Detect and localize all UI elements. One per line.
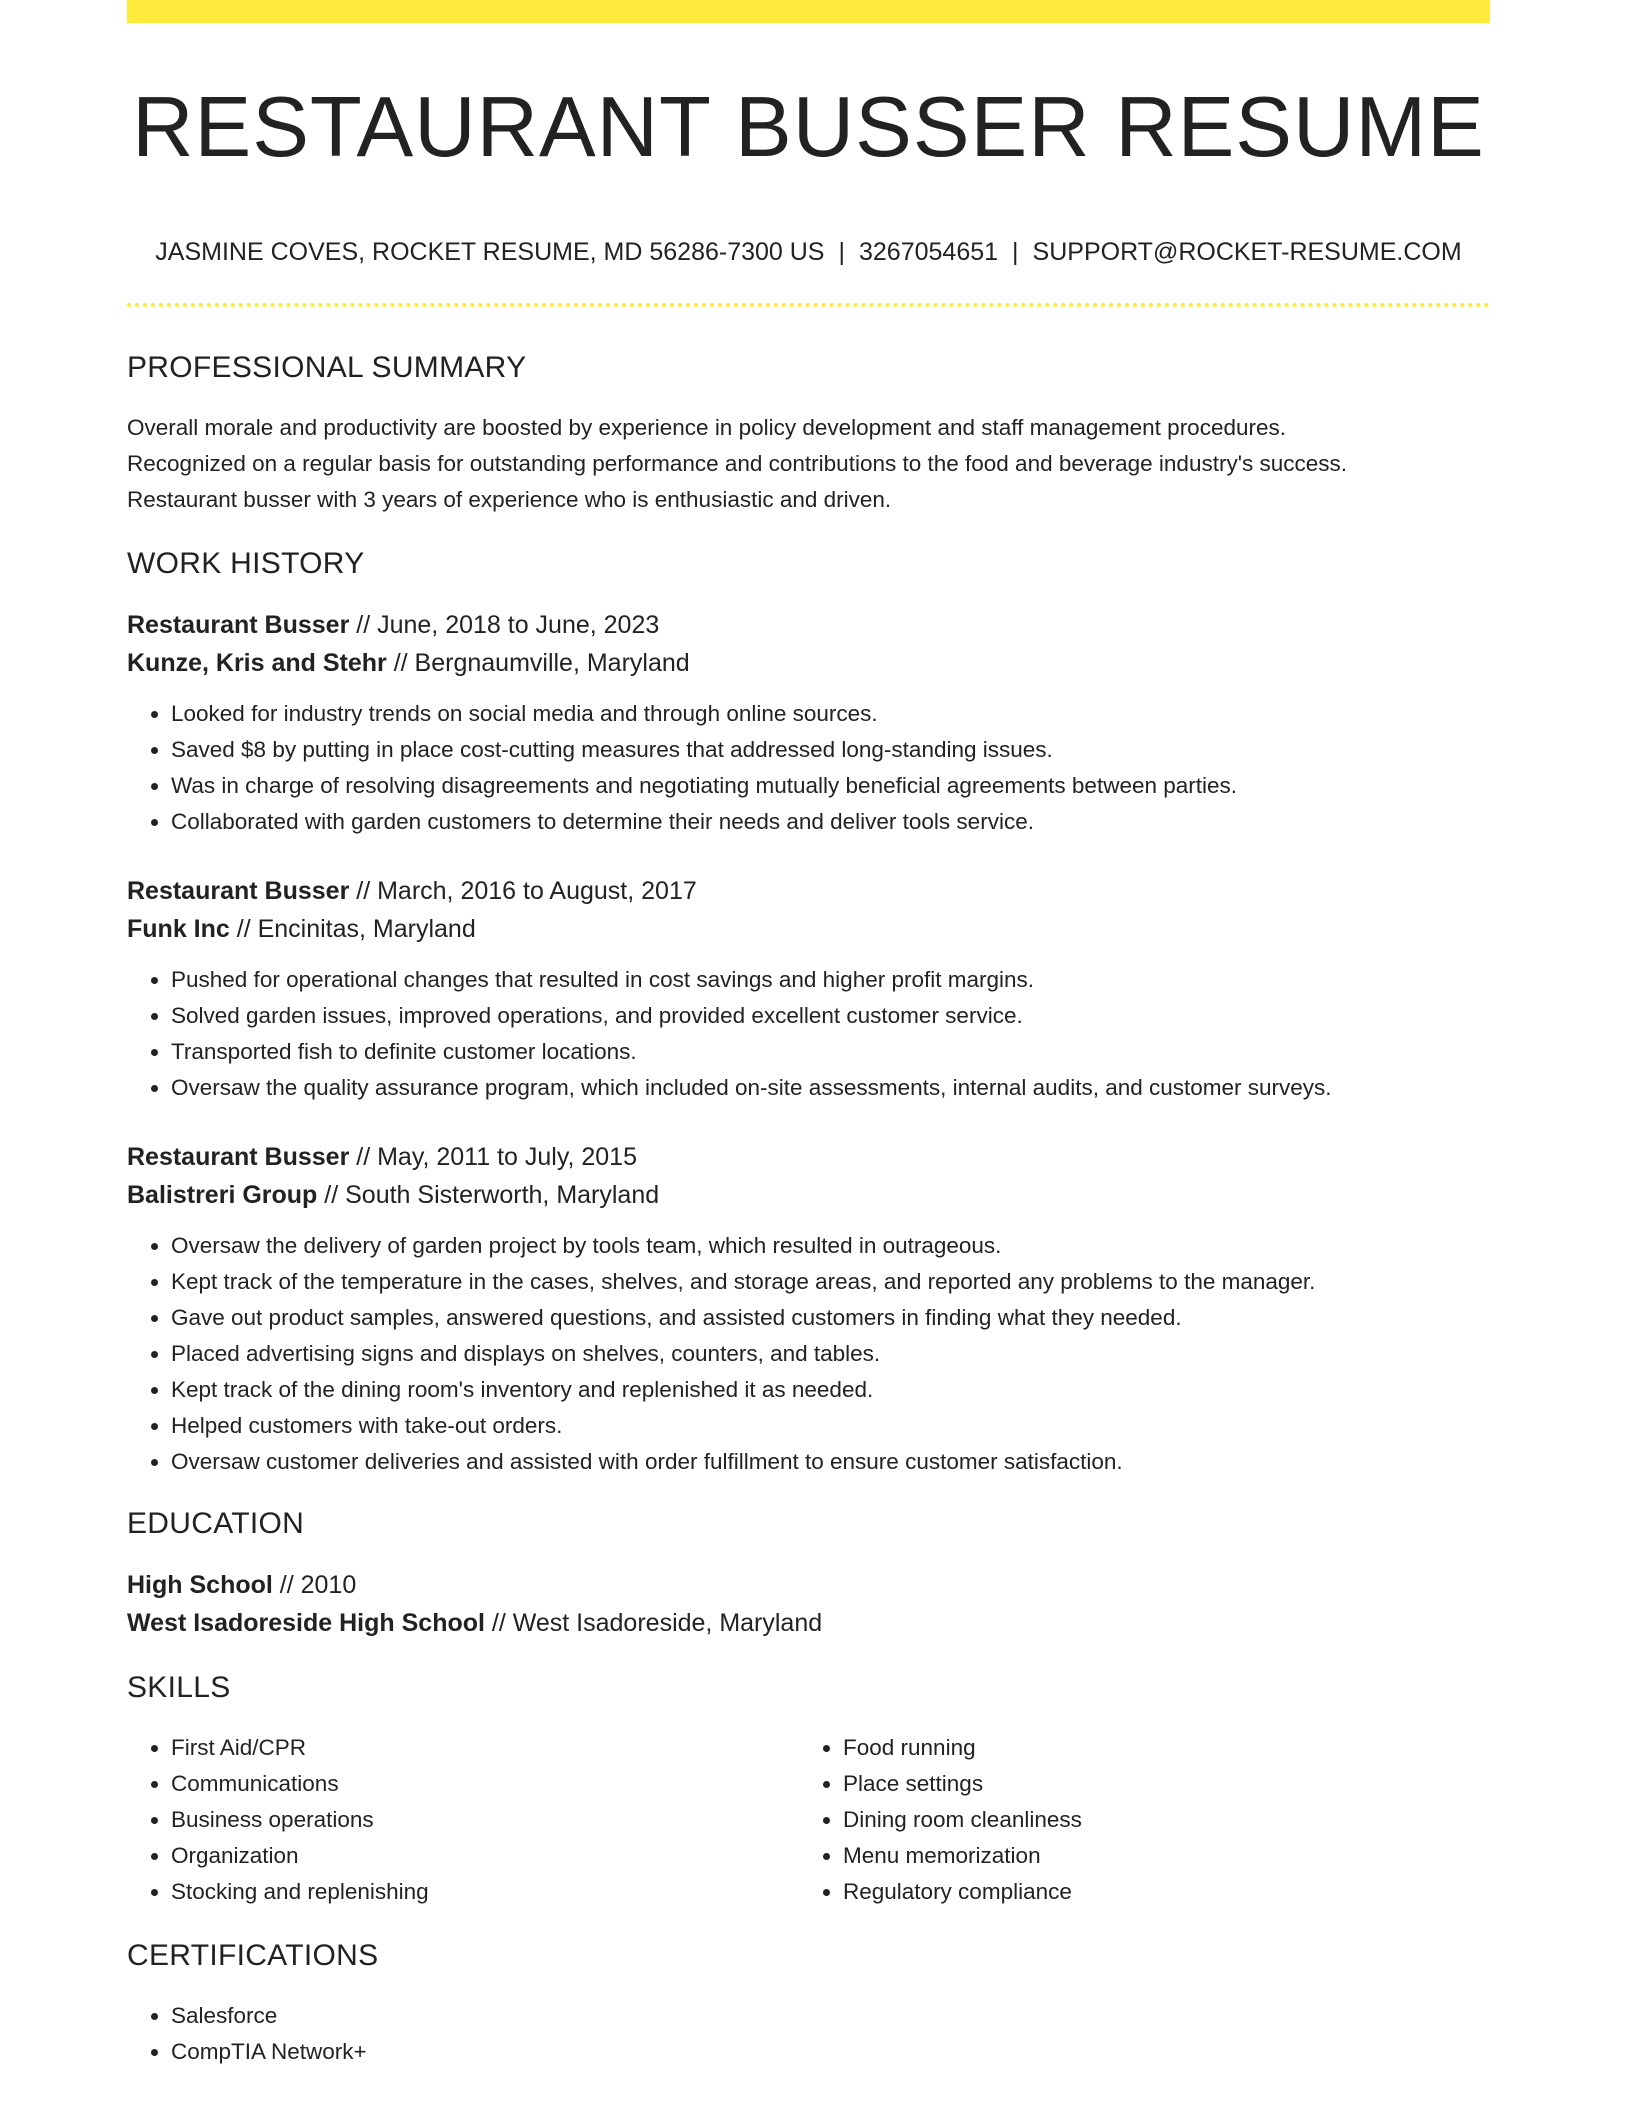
list-item: • Looked for industry trends on social media and through online sources.	[171, 696, 1490, 732]
contact-address: JASMINE COVES, ROCKET RESUME, MD 56286-7300 US	[155, 238, 825, 266]
job-entry	[127, 1138, 1490, 1480]
summary-line: Overall morale and productivity are boosted by experience in policy development and staff management procedures.	[127, 415, 1286, 440]
top-accent-bar	[127, 0, 1490, 23]
job-title-line	[127, 1138, 1490, 1176]
list-item: • Pushed for operational changes that resulted in cost savings and higher profit margins.	[171, 962, 1490, 998]
job-title: Restaurant Busser	[127, 877, 350, 905]
list-item: • Transported fish to definite customer locations.	[171, 1034, 1490, 1070]
list-item: • Gave out product samples, answered questions, and assisted customers in finding what they needed.	[171, 1300, 1490, 1336]
education-school-line	[127, 1604, 1490, 1642]
job-company: Kunze, Kris and Stehr	[127, 649, 387, 677]
list-item: • Saved $8 by putting in place cost-cutting measures that addressed long-standing issues.	[171, 732, 1490, 768]
skills-grid	[127, 1730, 1490, 1910]
job-company-line	[127, 910, 1490, 948]
job-dates: // March, 2016 to August, 2017	[349, 877, 697, 905]
job-entry	[127, 872, 1490, 1106]
job-entry	[127, 606, 1490, 840]
list-item: • Helped customers with take-out orders.	[171, 1408, 1490, 1444]
list-item: • CompTIA Network+	[171, 2034, 1490, 2070]
certifications-section	[127, 1936, 1490, 2070]
contact-email[interactable]: SUPPORT@ROCKET-RESUME.COM	[1032, 238, 1462, 266]
work-history-section	[127, 544, 1490, 1480]
job-location: // Encinitas, Maryland	[229, 915, 476, 943]
education-degree: High School	[127, 1571, 273, 1599]
contact-line	[127, 234, 1490, 270]
job-company: Funk Inc	[127, 915, 230, 943]
list-item: • Business operations	[171, 1802, 799, 1838]
list-item: • Collaborated with garden customers to determine their needs and deliver tools service.	[171, 804, 1490, 840]
education-degree-line	[127, 1566, 1490, 1604]
resume-title: RESTAURANT BUSSER RESUME	[132, 80, 1485, 175]
list-item: • Was in charge of resolving disagreements and negotiating mutually beneficial agreements between parties.	[171, 768, 1490, 804]
contact-phone: 3267054651	[859, 238, 999, 266]
resume-body	[127, 348, 1490, 2070]
certifications-list	[127, 1998, 1490, 2070]
job-location: // South Sisterworth, Maryland	[317, 1181, 660, 1209]
list-item: • Food running	[843, 1730, 1471, 1766]
list-item: • Organization	[171, 1838, 799, 1874]
list-item: • Kept track of the dining room's inventory and replenished it as needed.	[171, 1372, 1490, 1408]
job-location: // Bergnaumville, Maryland	[386, 649, 690, 677]
education-location: // West Isadoreside, Maryland	[484, 1609, 823, 1637]
list-item: • Communications	[171, 1766, 799, 1802]
summary-text	[127, 410, 1490, 518]
skills-column-left	[127, 1730, 799, 1910]
list-item: • Menu memorization	[843, 1838, 1471, 1874]
job-dates: // May, 2011 to July, 2015	[349, 1143, 637, 1171]
education-section	[127, 1504, 1490, 1642]
summary-section	[127, 348, 1490, 518]
section-heading-certifications: CERTIFICATIONS	[127, 1939, 379, 1972]
skills-column-right	[799, 1730, 1471, 1910]
list-item: • First Aid/CPR	[171, 1730, 799, 1766]
contact-separator: |	[838, 238, 845, 266]
list-item: • Oversaw the quality assurance program, which included on-site assessments, internal audits, and customer surveys.	[171, 1070, 1490, 1106]
summary-line: Recognized on a regular basis for outstanding performance and contributions to the food and beverage industry's success.	[127, 451, 1348, 476]
job-title: Restaurant Busser	[127, 611, 350, 639]
education-school: West Isadoreside High School	[127, 1609, 485, 1637]
skills-section	[127, 1668, 1490, 1910]
job-bullets	[127, 696, 1490, 840]
section-heading-work-history: WORK HISTORY	[127, 547, 365, 580]
job-title-line	[127, 872, 1490, 910]
list-item: • Stocking and replenishing	[171, 1874, 799, 1910]
job-title: Restaurant Busser	[127, 1143, 350, 1171]
job-title-line	[127, 606, 1490, 644]
list-item: • Regulatory compliance	[843, 1874, 1471, 1910]
header-divider	[127, 303, 1490, 307]
education-entry	[127, 1566, 1490, 1642]
list-item: • Oversaw the delivery of garden project by tools team, which resulted in outrageous.	[171, 1228, 1490, 1264]
section-heading-summary: PROFESSIONAL SUMMARY	[127, 351, 527, 384]
list-item: • Place settings	[843, 1766, 1471, 1802]
summary-line: Restaurant busser with 3 years of experience who is enthusiastic and driven.	[127, 487, 892, 512]
list-item: • Solved garden issues, improved operations, and provided excellent customer service.	[171, 998, 1490, 1034]
list-item: • Salesforce	[171, 1998, 1490, 2034]
skills-list	[127, 1730, 799, 1910]
list-item: • Kept track of the temperature in the cases, shelves, and storage areas, and reported any problems to the manager.	[171, 1264, 1490, 1300]
job-company: Balistreri Group	[127, 1181, 318, 1209]
job-dates: // June, 2018 to June, 2023	[349, 611, 660, 639]
list-item: • Oversaw customer deliveries and assisted with order fulfillment to ensure customer satisfaction.	[171, 1444, 1490, 1480]
list-item: • Placed advertising signs and displays on shelves, counters, and tables.	[171, 1336, 1490, 1372]
job-company-line	[127, 644, 1490, 682]
section-heading-education: EDUCATION	[127, 1507, 305, 1540]
skills-list	[799, 1730, 1471, 1910]
list-item: • Dining room cleanliness	[843, 1802, 1471, 1838]
education-year: // 2010	[272, 1571, 357, 1599]
job-bullets	[127, 1228, 1490, 1480]
contact-separator: |	[1012, 238, 1019, 266]
job-bullets	[127, 962, 1490, 1106]
section-heading-skills: SKILLS	[127, 1671, 231, 1704]
job-company-line	[127, 1176, 1490, 1214]
